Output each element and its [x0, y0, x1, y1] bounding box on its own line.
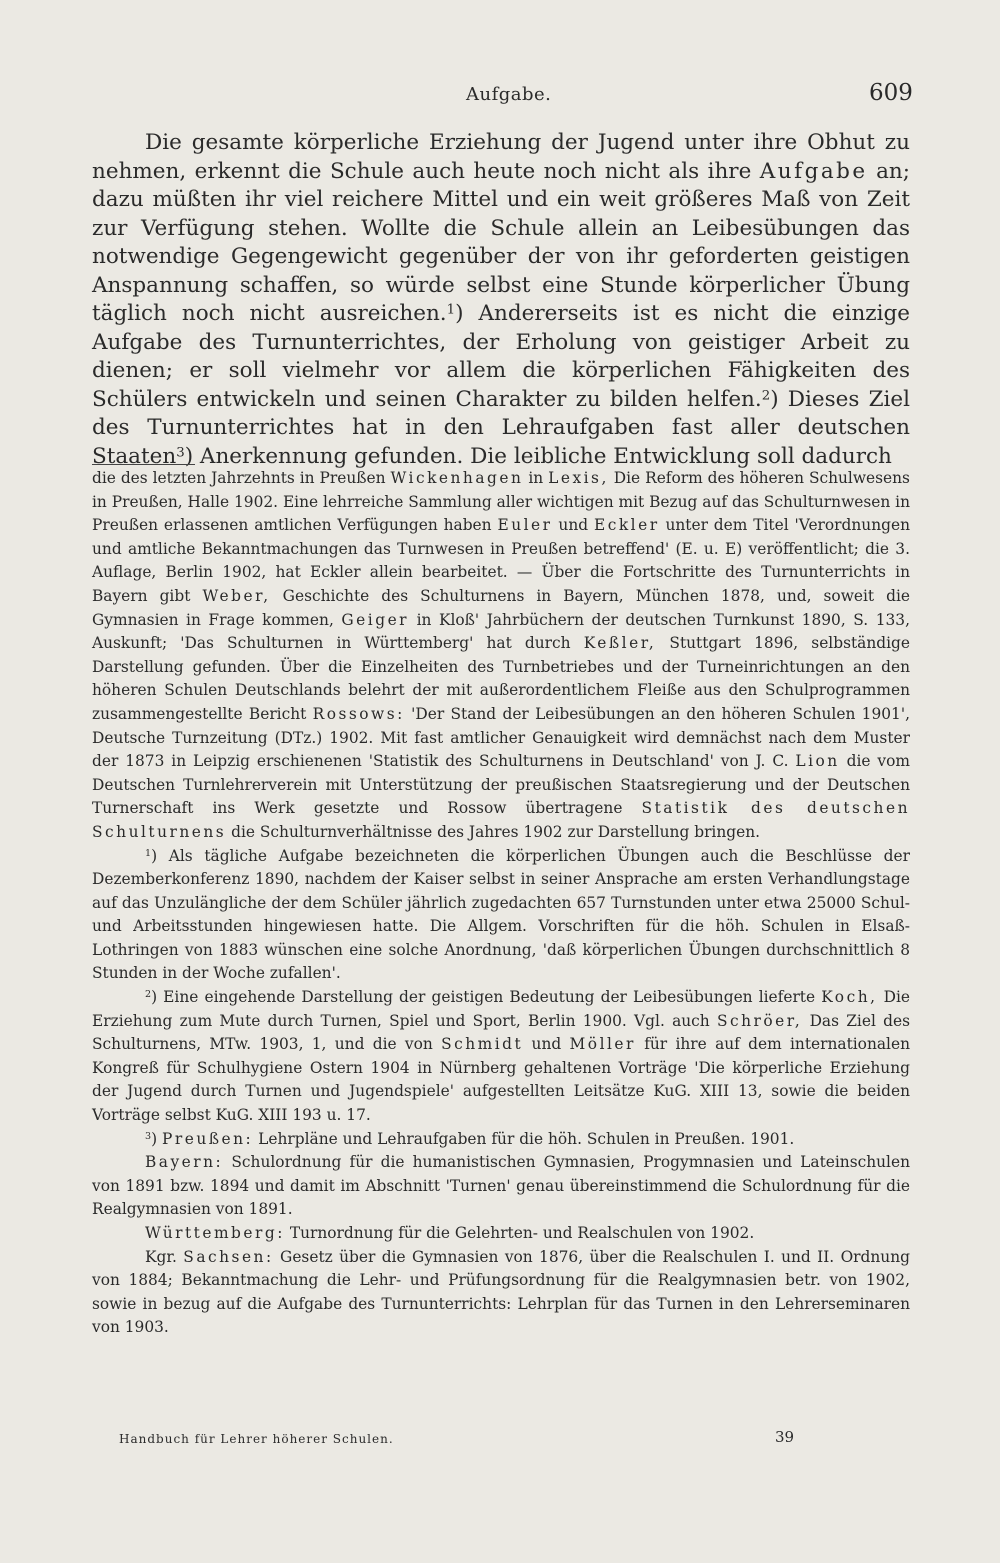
running-title: Aufgabe.	[466, 84, 552, 105]
text-run: in Kloß' Jahrbüchern der deutschen Turnkunst 1890, S. 133, Auskunft; 'Das Schulturnen in Württemberg' hat durch	[92, 610, 910, 653]
page-header	[0, 80, 1000, 114]
author-name: Möller	[569, 1035, 636, 1054]
text-run: Die Erziehung zum Mute durch Turnen, Spiel und Sport, Berlin 1900. Vgl. auch	[92, 988, 910, 1030]
footnote-continued	[92, 467, 910, 845]
text-run: ) Eine eingehende Darstellung der geistigen Bedeutung der Leibesübungen lieferte	[151, 988, 816, 1007]
text-run: Turnordnung für die Gelehrten- und Realschulen von 1902.	[289, 1224, 755, 1242]
text-run: )	[151, 1129, 158, 1148]
text-run: an; dazu müßten ihr viel reichere Mittel und ein weit größeres Maß von Zeit zur Verfügung stehen. Wollte die Schule allein an Leibesübungen das notwendige Gegengewicht gegenüber der von ihr geforderten geistigen Anspannung schaffen, so würde selbst eine Stunde körperlicher Übung täglich noch nicht ausreichen.	[92, 158, 910, 326]
state-name: Sachsen:	[183, 1247, 274, 1266]
text-run: Schulordnung für die humanistischen Gymnasien, Progymnasien und Lateinschulen von 1891 bzw. 1894 und damit im Abschnitt 'Turnen' genau übereinstimmend die Schulordnung für die Realgymnasien von 1891.	[92, 1153, 910, 1219]
author-name: Rossows:	[312, 704, 405, 723]
text-run: in	[528, 469, 544, 487]
author-name: Lexis,	[548, 469, 609, 487]
author-name: Schröer,	[716, 1011, 803, 1030]
footnote-3-wuerttemberg	[92, 1222, 910, 1246]
footnote-mark-2: 2	[145, 989, 152, 1001]
author-name: Keßler,	[583, 634, 657, 653]
footnote-3-bayern	[92, 1151, 910, 1222]
state-name: Württemberg:	[145, 1224, 285, 1242]
footnote-2	[92, 986, 910, 1128]
text-run: 'Der Stand der Leibesübungen an den höheren Schulen 1901', Deutsche Turnzeitung (DTz.) 1902. Mit fast amtlicher Genauigkeit wird demnächst nach dem Muster der 1873 in Leipzig erschienenen 'Statistik des Schulturnens in Deutschland' von J. C.	[92, 704, 910, 771]
text-run: unter dem Titel 'Verordnungen und amtliche Bekanntmachungen das Turnwesen in Preußen betreffend' (E. u. E) veröffentlicht; die 3. Auflage, Berlin 1902, hat Eckler allein bearbeitet. — Über die Fortschritte des Turnunterrichts in Bayern gibt	[92, 516, 910, 605]
author-name: Koch,	[821, 988, 878, 1007]
author-name: Schmidt	[441, 1035, 524, 1054]
footnote-mark-3: 3	[145, 1130, 152, 1142]
main-paragraph	[92, 129, 910, 471]
text-run: ) Anerkennung gefunden. Die leibliche Entwicklung soll dadurch	[184, 443, 892, 469]
main-text	[92, 129, 910, 471]
text-run: und	[531, 1035, 562, 1054]
text-run: Die gesamte körperliche Erziehung der Jugend unter ihre Obhut zu nehmen, erkennt die Schule auch heute noch nicht als ihre	[92, 130, 910, 184]
footnote-3	[92, 1128, 910, 1152]
footnotes	[92, 467, 910, 1340]
footnote-ref-3: 3	[176, 444, 185, 460]
text-run: die vom Deutschen Turnlehrerverein mit Unterstützung der preußischen Staatsregierung und der Deutschen Turnerschaft ins Werk gesetzte und Rossow übertragene	[92, 752, 910, 818]
text-run: ) Andererseits ist es nicht die einzige Aufgabe des Turnunterrichtes, der Erholung von geistiger Arbeit zu dienen; er soll vielmehr vor allem die körperlichen Fähigkeiten des Schülers entwickeln und seinen Charakter zu bilden helfen.	[92, 301, 910, 412]
author-name: Lion	[795, 752, 840, 771]
text-run: und	[558, 516, 589, 535]
footnote-ref-1: 1	[446, 302, 456, 318]
text-run: die Schulturnverhältnisse des Jahres 1902 zur Darstellung bringen.	[231, 822, 761, 841]
footnote-ref-2: 2	[761, 387, 771, 403]
text-run: ) Als tägliche Aufgabe bezeichneten die körperlichen Übungen auch die Beschlüsse der Dezemberkonferenz 1890, nachdem der Kaiser selbst in seiner Ansprache am ersten Verhandlungstage auf das Unzulängliche der dem Schüler jährlich zugedachten 657 Turnstunden unter etwa 25000 Schul- und Arbeitsstunden hingewiesen hatte. Die Allgem. Vorschriften für die höh. Schulen in Elsaß-Lothringen von 1883 wünschen eine solche Anordnung, 'daß körperlichen Übungen durchschnittlich 8 Stunden in der Woche zufallen'.	[92, 846, 910, 983]
author-name: Wickenhagen	[390, 469, 524, 487]
spaced-emphasis: Aufgabe	[759, 158, 868, 184]
text-run: Gesetz über die Gymnasien von 1876, über die Realschulen I. und II. Ordnung von 1884; Bekanntmachung die Lehr- und Prüfungsordnung für die Realgymnasien betr. von 1902, sowie in bezug auf die Aufgabe des Turnunterrichts: Lehrplan für das Turnen in den Lehrerseminaren von 1903.	[92, 1247, 910, 1337]
spaced-emphasis: Statistik des deutschen Schulturnens	[92, 799, 910, 841]
text-run: Kgr.	[145, 1247, 177, 1266]
author-name: Eckler	[593, 516, 660, 535]
state-name: Preußen:	[162, 1129, 254, 1148]
author-name: Geiger	[341, 610, 410, 629]
footnote-3-sachsen	[92, 1246, 910, 1340]
author-name: Weber,	[202, 586, 271, 605]
text-run: Lehrpläne und Lehraufgaben für die höh. Schulen in Preußen. 1901.	[258, 1129, 795, 1148]
footnote-1	[92, 845, 910, 987]
state-name: Bayern:	[145, 1153, 224, 1172]
page-footer	[0, 1430, 1000, 1454]
text-run: für ihre auf dem internationalen Kongreß für Schulhygiene Ostern 1904 in Nürnberg gehaltenen Vorträge 'Die körperliche Erziehung der Jugend durch Turnen und Jugendspiele' aufgestellten Leitsätze KuG. XIII 13, sowie die beiden Vorträge selbst KuG. XIII 193 u. 17.	[92, 1035, 910, 1125]
footnote-rule	[92, 464, 195, 465]
text-run: Stuttgart 1896, selbständige Darstellung gefunden. Über die Einzelheiten des Turnbetriebes und der Turneinrichtungen an den höheren Schulen Deutschlands belehrt der mit außerordentlichem Fleiße aus den Schulprogrammen zusammengestellte Bericht	[92, 634, 910, 723]
signature-mark: 39	[775, 1428, 795, 1446]
page-number: 609	[869, 80, 913, 106]
text-run: die des letzten Jahrzehnts in Preußen	[92, 469, 386, 487]
text-run: Geschichte des Schulturnens in Bayern, München 1878, und, soweit die Gymnasien in Frage kommen,	[92, 586, 910, 629]
text-run: Das Ziel des Schulturnens, MTw. 1903, 1, und die von	[92, 1011, 910, 1054]
footnote-mark-1: 1	[145, 847, 152, 859]
text-run: ) Dieses Ziel des Turnunterrichtes hat in den Lehraufgaben fast aller deutschen Staaten	[92, 386, 910, 469]
author-name: Euler	[497, 516, 553, 535]
imprint: Handbuch für Lehrer höherer Schulen.	[119, 1432, 394, 1446]
text-run: Die Reform des höheren Schulwesens in Preußen, Halle 1902. Eine lehrreiche Sammlung aller wichtigen mit Bezug auf das Schulturnwesen in Preußen erlassenen amtlichen Verfügungen haben	[92, 469, 910, 535]
